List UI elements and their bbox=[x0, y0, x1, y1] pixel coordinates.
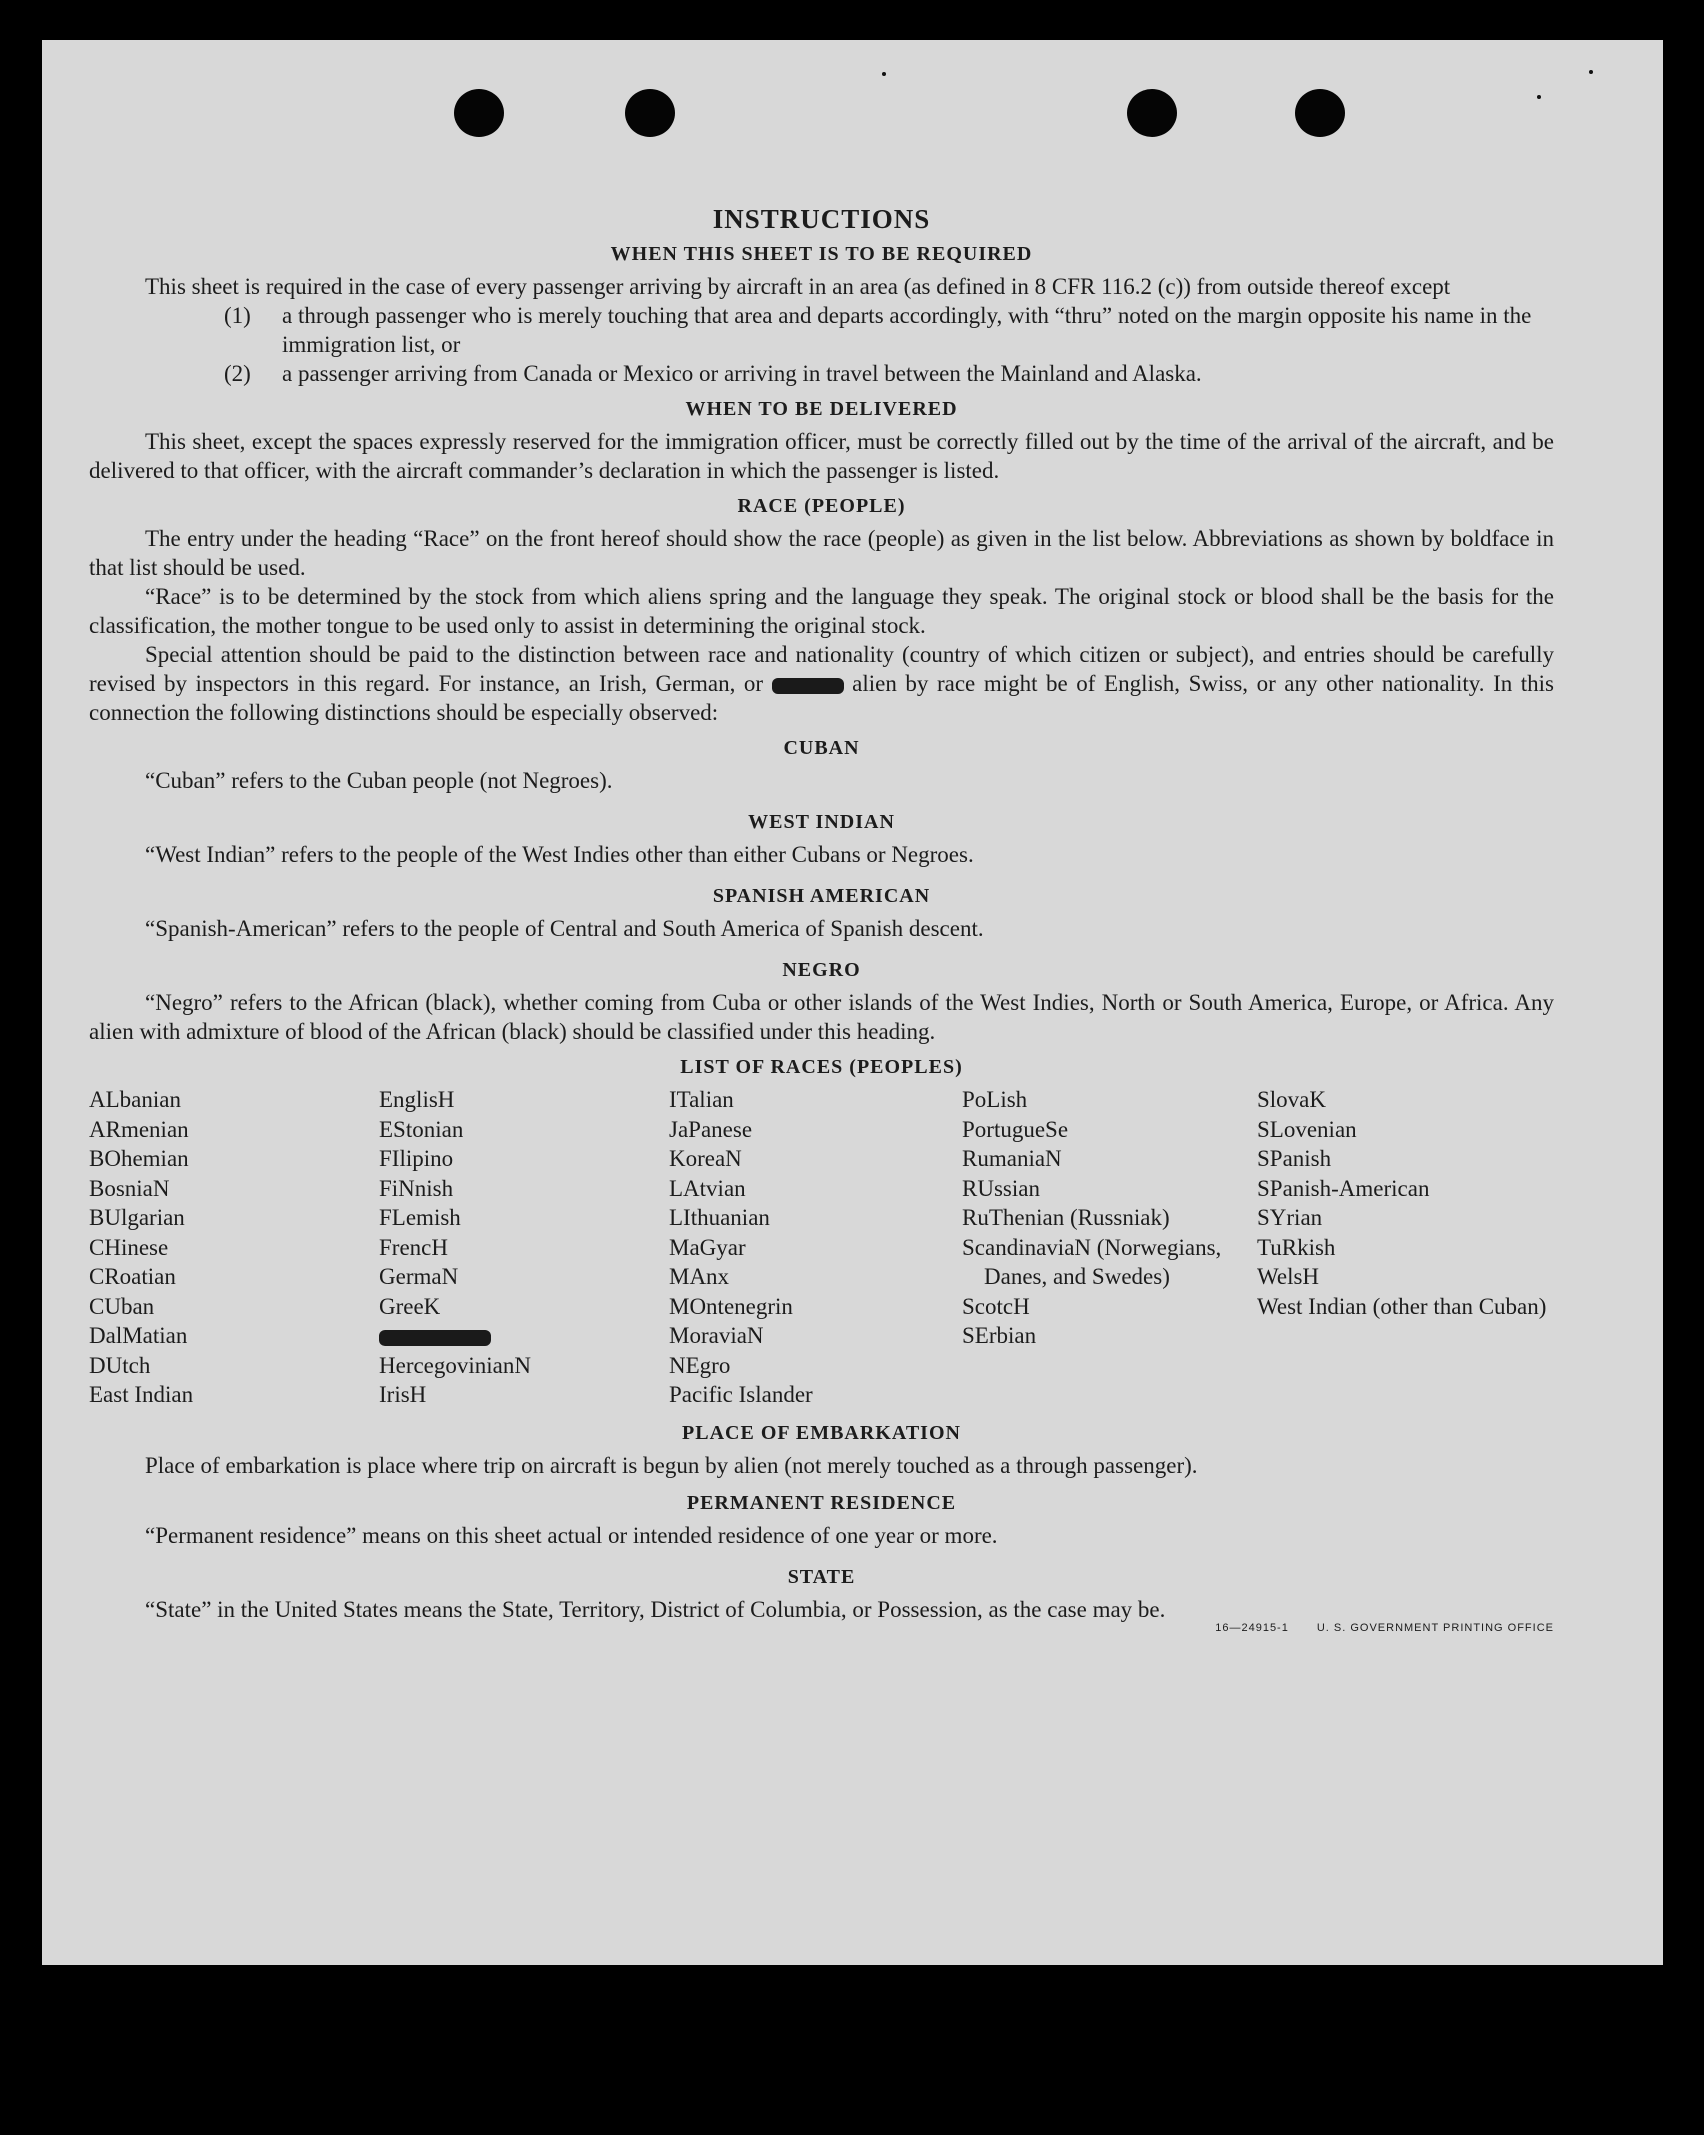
race-entry: MoraviaN bbox=[669, 1323, 764, 1348]
paragraph-residence: “Permanent residence” means on this sheet actual or intended residence of one year or more. bbox=[145, 1522, 998, 1548]
race-entry: NEgro bbox=[669, 1352, 731, 1378]
race-entry: SLovenian bbox=[1257, 1116, 1357, 1142]
races-column-3 bbox=[669, 1085, 962, 1410]
race-entry: RUssian bbox=[962, 1175, 1040, 1201]
race-entry: BOhemian bbox=[89, 1146, 189, 1171]
list-item-exception-1 bbox=[89, 301, 1554, 359]
race-entry: FiNnish bbox=[379, 1175, 454, 1201]
race-entry: EStonian bbox=[379, 1116, 464, 1142]
paragraph-delivered: This sheet, except the spaces expressly reserved for the immigration officer, must be correctly filled out by the time of the arrival of the aircraft, and be delivered to that officer, with the aircraft commander’s declaration in which the passenger is listed. bbox=[89, 429, 1554, 483]
form-number: 16—24915-1 bbox=[1215, 1621, 1289, 1634]
race-entry: ITalian bbox=[669, 1087, 734, 1112]
speck bbox=[1537, 95, 1541, 99]
paragraph-race-2: “Race” is to be determined by the stock from which aliens spring and the language they speak. The original stock or blood shall be the basis for the classification, the mother tongue to be used only to assist in determining the original stock. bbox=[89, 584, 1554, 638]
race-entry: BosniaN bbox=[89, 1175, 170, 1201]
race-entry: KoreaN bbox=[669, 1146, 742, 1171]
section-heading-state: STATE bbox=[787, 1565, 856, 1588]
section-heading-negro: NEGRO bbox=[782, 959, 861, 981]
race-entry: SPanish bbox=[1257, 1146, 1332, 1171]
race-entry: LAtvian bbox=[669, 1175, 746, 1201]
paragraph-race-1: The entry under the heading “Race” on the front hereof should show the race (people) as given in the list below. Abbreviations as shown by boldface in that list should be used. bbox=[89, 526, 1554, 580]
races-column-1 bbox=[89, 1085, 379, 1410]
page-title: INSTRUCTIONS bbox=[712, 204, 931, 234]
race-entry-struck bbox=[379, 1321, 669, 1351]
speck bbox=[882, 72, 886, 76]
races-column-4 bbox=[962, 1085, 1257, 1410]
race-entry: TuRkish bbox=[1257, 1234, 1336, 1260]
section-heading-cuban: CUBAN bbox=[783, 737, 860, 759]
paragraph-state: “State” in the United States means the State, Territory, District of Columbia, or Possession, as the case may be. bbox=[145, 1596, 1166, 1622]
paragraph-race-3-part-b: alien by race might be of English, Swiss, or any other nationality. In this connection the following distinctions should be especially observed: bbox=[89, 671, 1555, 725]
document-body bbox=[89, 160, 1554, 1634]
races-column-5 bbox=[1257, 1085, 1554, 1410]
race-entry: LIthuanian bbox=[669, 1205, 770, 1230]
speck bbox=[1589, 70, 1593, 74]
section-heading-delivered: WHEN TO BE DELIVERED bbox=[685, 398, 958, 420]
race-entry: EnglisH bbox=[379, 1087, 455, 1112]
printer-imprint: U. S. GOVERNMENT PRINTING OFFICE bbox=[1316, 1621, 1554, 1634]
race-entry: IrisH bbox=[379, 1382, 427, 1407]
race-entry: GreeK bbox=[379, 1293, 441, 1319]
race-entry: DalMatian bbox=[89, 1323, 188, 1348]
item-text: a through passenger who is merely touching that area and departs accordingly, with “thru” noted on the margin opposite his name in the immigration list, or bbox=[282, 303, 1532, 357]
section-heading-residence: PERMANENT RESIDENCE bbox=[686, 1491, 957, 1514]
race-entry: MAnx bbox=[669, 1264, 730, 1289]
races-column-2 bbox=[379, 1085, 669, 1410]
race-entry: ALbanian bbox=[89, 1087, 181, 1112]
section-heading-spanish-american: SPANISH AMERICAN bbox=[712, 885, 931, 907]
paragraph-negro: “Negro” refers to the African (black), whether coming from Cuba or other islands of the West Indies, North or South America, Europe, or Africa. Any alien with admixture of blood of the African (black) should be classified under this heading. bbox=[89, 990, 1554, 1044]
paragraph-cuban: “Cuban” refers to the Cuban people (not Negroes). bbox=[145, 768, 613, 793]
section-heading-race: RACE (PEOPLE) bbox=[737, 495, 906, 517]
paragraph-race-3-part-a: Special attention should be paid to the distinction between race and nationality (country of which citizen or subject), and entries should be carefully revised by inspectors in this regard. For instance, an Irish, German, or bbox=[89, 642, 1554, 696]
race-entry: DUtch bbox=[89, 1352, 151, 1378]
punch-hole bbox=[1127, 89, 1177, 137]
race-entry: SlovaK bbox=[1257, 1087, 1326, 1112]
redaction-mark bbox=[379, 1330, 491, 1346]
section-heading-west-indian: WEST INDIAN bbox=[748, 811, 895, 833]
races-list bbox=[89, 1085, 1554, 1410]
race-entry: West Indian (other than Cuban) bbox=[1257, 1293, 1547, 1319]
race-entry: East Indian bbox=[89, 1382, 194, 1407]
paragraph-race-3 bbox=[89, 640, 1554, 727]
race-entry: CRoatian bbox=[89, 1264, 176, 1289]
race-entry: WelsH bbox=[1257, 1264, 1320, 1289]
item-text: a passenger arriving from Canada or Mexico or arriving in travel between the Mainland and Alaska. bbox=[282, 361, 1202, 386]
race-entry: FIlipino bbox=[379, 1146, 454, 1171]
document-page bbox=[42, 40, 1663, 1965]
race-entry: PortugueSe bbox=[962, 1116, 1069, 1142]
race-entry: CHinese bbox=[89, 1234, 169, 1260]
paragraph-required-intro: This sheet is required in the case of every passenger arriving by aircraft in an area (as defined in 8 CFR 116.2 (c)) from outside thereof except bbox=[145, 274, 1451, 299]
race-entry: SErbian bbox=[962, 1323, 1037, 1348]
race-entry: MOntenegrin bbox=[669, 1293, 793, 1319]
paragraph-west-indian: “West Indian” refers to the people of the West Indies other than either Cubans or Negroes. bbox=[145, 842, 974, 867]
race-entry: ScandinaviaN (Norwegians, Danes, and Swedes) bbox=[962, 1234, 1222, 1289]
punch-hole bbox=[625, 89, 675, 137]
list-item-exception-2 bbox=[89, 359, 1554, 388]
race-entry: CUban bbox=[89, 1293, 155, 1319]
race-entry: FrencH bbox=[379, 1234, 448, 1260]
race-entry: MaGyar bbox=[669, 1234, 746, 1260]
race-entry: JaPanese bbox=[669, 1116, 753, 1142]
race-entry: GermaN bbox=[379, 1264, 459, 1289]
paragraph-spanish-american: “Spanish-American” refers to the people of Central and South America of Spanish descent. bbox=[145, 916, 984, 941]
race-entry: SYrian bbox=[1257, 1205, 1323, 1230]
race-entry: BUlgarian bbox=[89, 1205, 185, 1230]
race-entry: FLemish bbox=[379, 1205, 461, 1230]
race-entry: ScotcH bbox=[962, 1293, 1030, 1319]
item-number: (2) bbox=[224, 361, 251, 386]
section-heading-embarkation: PLACE OF EMBARKATION bbox=[682, 1421, 961, 1444]
item-number: (1) bbox=[224, 303, 251, 328]
section-heading-required: WHEN THIS SHEET IS TO BE REQUIRED bbox=[610, 243, 1033, 265]
punch-hole bbox=[454, 89, 504, 137]
race-entry: Pacific Islander bbox=[669, 1382, 813, 1407]
race-entry: RuThenian (Russniak) bbox=[962, 1205, 1170, 1230]
paragraph-embarkation: Place of embarkation is place where trip on aircraft is begun by alien (not merely touched as a through passenger). bbox=[145, 1452, 1198, 1478]
redaction-mark bbox=[772, 678, 844, 694]
race-entry: PoLish bbox=[962, 1087, 1028, 1112]
race-entry: ARmenian bbox=[89, 1116, 189, 1142]
race-entry: RumaniaN bbox=[962, 1146, 1062, 1171]
race-entry: HercegovinianN bbox=[379, 1352, 531, 1378]
punch-hole bbox=[1295, 89, 1345, 137]
section-heading-list-of-races: LIST OF RACES (PEOPLES) bbox=[680, 1056, 963, 1078]
race-entry: SPanish-American bbox=[1257, 1175, 1430, 1201]
